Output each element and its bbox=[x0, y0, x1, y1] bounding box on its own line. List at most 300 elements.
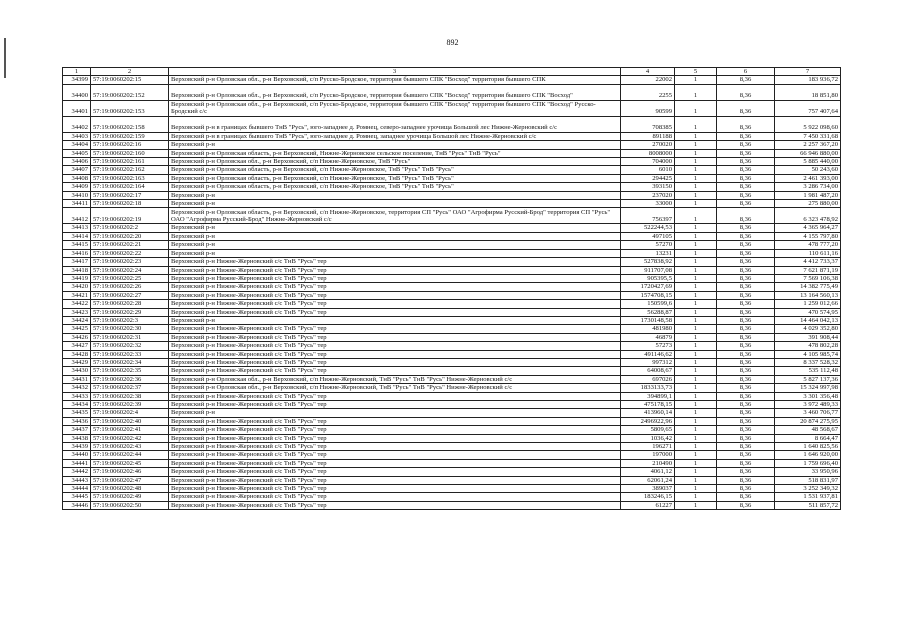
quantity-cell: 1 bbox=[675, 274, 717, 282]
row-number-cell: 34445 bbox=[63, 493, 91, 501]
area-cell: 90599 bbox=[621, 100, 675, 116]
quantity-cell: 1 bbox=[675, 392, 717, 400]
table-row bbox=[63, 132, 841, 140]
quantity-cell: 1 bbox=[675, 166, 717, 174]
cadastral-number-cell: 57:19:0060202:19 bbox=[91, 208, 169, 224]
cadastral-value-cell: 757 407,64 bbox=[775, 100, 841, 116]
location-description-cell: Верховский р-н Нижне-Жерновский с/с ТнВ "Русь" тер bbox=[169, 367, 621, 375]
row-number-cell: 34424 bbox=[63, 316, 91, 324]
cadastral-value-cell: 66 946 880,00 bbox=[775, 149, 841, 157]
area-cell: 33000 bbox=[621, 200, 675, 208]
location-description-cell: Верховский р-н Нижне-Жерновский с/с ТнВ "Русь" тер bbox=[169, 434, 621, 442]
column-header: 2 bbox=[91, 68, 169, 76]
cadastral-number-cell: 57:19:0060202:26 bbox=[91, 283, 169, 291]
row-number-cell: 34408 bbox=[63, 174, 91, 182]
row-number-cell: 34404 bbox=[63, 141, 91, 149]
area-cell: 62061,24 bbox=[621, 476, 675, 484]
table-row bbox=[63, 384, 841, 392]
quantity-cell: 1 bbox=[675, 116, 717, 132]
area-cell: 2255 bbox=[621, 84, 675, 100]
row-number-cell: 34423 bbox=[63, 308, 91, 316]
cadastral-value-cell: 3 301 356,48 bbox=[775, 392, 841, 400]
location-description-cell: Верховский р-н bbox=[169, 316, 621, 324]
cadastral-number-cell: 57:19:0060202:164 bbox=[91, 183, 169, 191]
table-row bbox=[63, 308, 841, 316]
location-description-cell: Верховский р-н Нижне-Жерновский с/с ТнВ "Русь" тер bbox=[169, 485, 621, 493]
cadastral-value-cell: 8 664,47 bbox=[775, 434, 841, 442]
cadastral-number-cell: 57:19:0060202:35 bbox=[91, 367, 169, 375]
area-cell: 294425 bbox=[621, 174, 675, 182]
table-row bbox=[63, 401, 841, 409]
quantity-cell: 1 bbox=[675, 308, 717, 316]
cadastral-number-cell: 57:19:0060202:41 bbox=[91, 426, 169, 434]
cadastral-number-cell: 57:19:0060202:4 bbox=[91, 409, 169, 417]
cadastral-value-cell: 7 621 871,19 bbox=[775, 266, 841, 274]
location-description-cell: Верховский р-н bbox=[169, 232, 621, 240]
rate-cell: 8,36 bbox=[717, 183, 775, 191]
rate-cell: 8,36 bbox=[717, 191, 775, 199]
cadastral-number-cell: 57:19:0060202:46 bbox=[91, 468, 169, 476]
quantity-cell: 1 bbox=[675, 384, 717, 392]
cadastral-value-cell: 5 827 137,36 bbox=[775, 375, 841, 383]
cadastral-number-cell: 57:19:0060202:163 bbox=[91, 174, 169, 182]
location-description-cell: Верховский р-н Нижне-Жерновский с/с ТнВ "Русь" тер bbox=[169, 493, 621, 501]
rate-cell: 8,36 bbox=[717, 132, 775, 140]
cadastral-number-cell: 57:19:0060202:16 bbox=[91, 141, 169, 149]
row-number-cell: 34433 bbox=[63, 392, 91, 400]
cadastral-value-cell: 535 112,48 bbox=[775, 367, 841, 375]
cadastral-number-cell: 57:19:0060202:31 bbox=[91, 333, 169, 341]
quantity-cell: 1 bbox=[675, 434, 717, 442]
rate-cell: 8,36 bbox=[717, 384, 775, 392]
table-row bbox=[63, 241, 841, 249]
table-row bbox=[63, 208, 841, 224]
row-number-cell: 34439 bbox=[63, 443, 91, 451]
rate-cell: 8,36 bbox=[717, 316, 775, 324]
area-cell: 475178,15 bbox=[621, 401, 675, 409]
cadastral-number-cell: 57:19:0060202:2 bbox=[91, 224, 169, 232]
row-number-cell: 34402 bbox=[63, 116, 91, 132]
table-row bbox=[63, 375, 841, 383]
location-description-cell: Верховский р-н Нижне-Жерновский с/с ТнВ "Русь" тер bbox=[169, 401, 621, 409]
rate-cell: 8,36 bbox=[717, 342, 775, 350]
cadastral-number-cell: 57:19:0060202:152 bbox=[91, 84, 169, 100]
cadastral-number-cell: 57:19:0060202:29 bbox=[91, 308, 169, 316]
table-row bbox=[63, 409, 841, 417]
table-row bbox=[63, 426, 841, 434]
cadastral-value-cell: 183 936,72 bbox=[775, 76, 841, 84]
registry-table-container bbox=[62, 67, 841, 510]
table-row bbox=[63, 100, 841, 116]
quantity-cell: 1 bbox=[675, 283, 717, 291]
location-description-cell: Верховский р-н Нижне-Жерновский с/с ТнВ "Русь" тер bbox=[169, 476, 621, 484]
rate-cell: 8,36 bbox=[717, 459, 775, 467]
area-cell: 708385 bbox=[621, 116, 675, 132]
table-row bbox=[63, 493, 841, 501]
location-description-cell: Верховский р-н Орловская обл., р-н Верховский, с/п Русско-Бродское, территория бывшего СПК "Восход" территория бывшего СПК "Восход" Русско-Бродский с/с bbox=[169, 100, 621, 116]
cadastral-value-cell: 5 885 440,00 bbox=[775, 158, 841, 166]
cadastral-value-cell: 8 337 528,32 bbox=[775, 358, 841, 366]
cadastral-value-cell: 4 029 352,80 bbox=[775, 325, 841, 333]
table-row bbox=[63, 333, 841, 341]
table-row bbox=[63, 468, 841, 476]
location-description-cell: Верховский р-н Орловская область, р-н Верховский, Нижне-Жерновское сельское поселение, ТнВ "Русь" ТнВ "Русь" bbox=[169, 149, 621, 157]
rate-cell: 8,36 bbox=[717, 426, 775, 434]
rate-cell: 8,36 bbox=[717, 258, 775, 266]
cadastral-number-cell: 57:19:0060202:23 bbox=[91, 258, 169, 266]
location-description-cell: Верховский р-н Нижне-Жерновский с/с ТнВ "Русь" тер bbox=[169, 417, 621, 425]
quantity-cell: 1 bbox=[675, 443, 717, 451]
quantity-cell: 1 bbox=[675, 459, 717, 467]
cadastral-number-cell: 57:19:0060202:49 bbox=[91, 493, 169, 501]
area-cell: 196271 bbox=[621, 443, 675, 451]
area-cell: 1574708,15 bbox=[621, 291, 675, 299]
table-row bbox=[63, 501, 841, 509]
table-row bbox=[63, 266, 841, 274]
cadastral-value-cell: 14 464 042,13 bbox=[775, 316, 841, 324]
rate-cell: 8,36 bbox=[717, 274, 775, 282]
quantity-cell: 1 bbox=[675, 224, 717, 232]
row-number-cell: 34412 bbox=[63, 208, 91, 224]
cadastral-number-cell: 57:19:0060202:45 bbox=[91, 459, 169, 467]
location-description-cell: Верховский р-н в границах бывшего ТнВ "Русь", юго-западнее д. Ромнец, северо-западнее урочища Большой лес Нижне-Жерновский с/с bbox=[169, 116, 621, 132]
cadastral-number-cell: 57:19:0060202:34 bbox=[91, 358, 169, 366]
cadastral-value-cell: 4 155 797,80 bbox=[775, 232, 841, 240]
rate-cell: 8,36 bbox=[717, 485, 775, 493]
cadastral-number-cell: 57:19:0060202:18 bbox=[91, 200, 169, 208]
table-row bbox=[63, 417, 841, 425]
table-row bbox=[63, 84, 841, 100]
cadastral-value-cell: 4 365 964,27 bbox=[775, 224, 841, 232]
cadastral-value-cell: 14 382 775,49 bbox=[775, 283, 841, 291]
row-number-cell: 34438 bbox=[63, 434, 91, 442]
cadastral-number-cell: 57:19:0060202:153 bbox=[91, 100, 169, 116]
table-row bbox=[63, 116, 841, 132]
area-cell: 64008,67 bbox=[621, 367, 675, 375]
area-cell: 905395,5 bbox=[621, 274, 675, 282]
cadastral-number-cell: 57:19:0060202:22 bbox=[91, 249, 169, 257]
cadastral-value-cell: 18 851,80 bbox=[775, 84, 841, 100]
column-header: 6 bbox=[717, 68, 775, 76]
quantity-cell: 1 bbox=[675, 401, 717, 409]
cadastral-value-cell: 3 286 734,00 bbox=[775, 183, 841, 191]
table-row bbox=[63, 325, 841, 333]
quantity-cell: 1 bbox=[675, 232, 717, 240]
area-cell: 2496922,96 bbox=[621, 417, 675, 425]
cadastral-value-cell: 518 831,97 bbox=[775, 476, 841, 484]
row-number-cell: 34428 bbox=[63, 350, 91, 358]
rate-cell: 8,36 bbox=[717, 208, 775, 224]
quantity-cell: 1 bbox=[675, 300, 717, 308]
cadastral-number-cell: 57:19:0060202:158 bbox=[91, 116, 169, 132]
quantity-cell: 1 bbox=[675, 493, 717, 501]
quantity-cell: 1 bbox=[675, 249, 717, 257]
location-description-cell: Верховский р-н Нижне-Жерновский с/с ТнВ "Русь" тер bbox=[169, 300, 621, 308]
quantity-cell: 1 bbox=[675, 258, 717, 266]
table-row bbox=[63, 283, 841, 291]
row-number-cell: 34413 bbox=[63, 224, 91, 232]
cadastral-number-cell: 57:19:0060202:161 bbox=[91, 158, 169, 166]
rate-cell: 8,36 bbox=[717, 468, 775, 476]
cadastral-number-cell: 57:19:0060202:48 bbox=[91, 485, 169, 493]
cadastral-value-cell: 1 981 487,20 bbox=[775, 191, 841, 199]
location-description-cell: Верховский р-н Нижне-Жерновский с/с ТнВ "Русь" тер bbox=[169, 350, 621, 358]
rate-cell: 8,36 bbox=[717, 501, 775, 509]
rate-cell: 8,36 bbox=[717, 401, 775, 409]
area-cell: 57270 bbox=[621, 241, 675, 249]
location-description-cell: Верховский р-н Нижне-Жерновский с/с ТнВ "Русь" тер bbox=[169, 266, 621, 274]
area-cell: 22002 bbox=[621, 76, 675, 84]
location-description-cell: Верховский р-н Нижне-Жерновский с/с ТнВ "Русь" тер bbox=[169, 291, 621, 299]
cadastral-value-cell: 2 461 393,00 bbox=[775, 174, 841, 182]
quantity-cell: 1 bbox=[675, 409, 717, 417]
rate-cell: 8,36 bbox=[717, 141, 775, 149]
row-number-cell: 34417 bbox=[63, 258, 91, 266]
area-cell: 527838,92 bbox=[621, 258, 675, 266]
table-row bbox=[63, 443, 841, 451]
rate-cell: 8,36 bbox=[717, 241, 775, 249]
quantity-cell: 1 bbox=[675, 149, 717, 157]
table-row bbox=[63, 300, 841, 308]
area-cell: 270020 bbox=[621, 141, 675, 149]
cadastral-number-cell: 57:19:0060202:160 bbox=[91, 149, 169, 157]
area-cell: 756397 bbox=[621, 208, 675, 224]
table-row bbox=[63, 191, 841, 199]
row-number-cell: 34419 bbox=[63, 274, 91, 282]
row-number-cell: 34446 bbox=[63, 501, 91, 509]
cadastral-value-cell: 5 922 098,60 bbox=[775, 116, 841, 132]
area-cell: 6010 bbox=[621, 166, 675, 174]
rate-cell: 8,36 bbox=[717, 443, 775, 451]
table-row bbox=[63, 392, 841, 400]
cadastral-value-cell: 511 857,72 bbox=[775, 501, 841, 509]
row-number-cell: 34440 bbox=[63, 451, 91, 459]
table-row bbox=[63, 367, 841, 375]
rate-cell: 8,36 bbox=[717, 350, 775, 358]
rate-cell: 8,36 bbox=[717, 375, 775, 383]
cadastral-number-cell: 57:19:0060202:47 bbox=[91, 476, 169, 484]
row-number-cell: 34400 bbox=[63, 84, 91, 100]
cadastral-value-cell: 110 611,16 bbox=[775, 249, 841, 257]
cadastral-number-cell: 57:19:0060202:39 bbox=[91, 401, 169, 409]
rate-cell: 8,36 bbox=[717, 358, 775, 366]
cadastral-number-cell: 57:19:0060202:36 bbox=[91, 375, 169, 383]
row-number-cell: 34442 bbox=[63, 468, 91, 476]
table-row bbox=[63, 476, 841, 484]
cadastral-number-cell: 57:19:0060202:50 bbox=[91, 501, 169, 509]
quantity-cell: 1 bbox=[675, 76, 717, 84]
area-cell: 1833133,73 bbox=[621, 384, 675, 392]
location-description-cell: Верховский р-н bbox=[169, 200, 621, 208]
cadastral-value-cell: 3 252 349,32 bbox=[775, 485, 841, 493]
quantity-cell: 1 bbox=[675, 316, 717, 324]
quantity-cell: 1 bbox=[675, 485, 717, 493]
rate-cell: 8,36 bbox=[717, 166, 775, 174]
quantity-cell: 1 bbox=[675, 241, 717, 249]
row-number-cell: 34410 bbox=[63, 191, 91, 199]
area-cell: 56288,87 bbox=[621, 308, 675, 316]
rate-cell: 8,36 bbox=[717, 291, 775, 299]
table-row bbox=[63, 183, 841, 191]
row-number-cell: 34420 bbox=[63, 283, 91, 291]
table-row bbox=[63, 232, 841, 240]
quantity-cell: 1 bbox=[675, 158, 717, 166]
row-number-cell: 34406 bbox=[63, 158, 91, 166]
cadastral-number-cell: 57:19:0060202:44 bbox=[91, 451, 169, 459]
row-number-cell: 34411 bbox=[63, 200, 91, 208]
cadastral-value-cell: 478 802,28 bbox=[775, 342, 841, 350]
quantity-cell: 1 bbox=[675, 291, 717, 299]
cadastral-number-cell: 57:19:0060202:40 bbox=[91, 417, 169, 425]
column-header: 4 bbox=[621, 68, 675, 76]
location-description-cell: Верховский р-н Нижне-Жерновский с/с ТнВ "Русь" тер bbox=[169, 468, 621, 476]
location-description-cell: Верховский р-н Орловская область, р-н Верховский, с/п Нижне-Жерновское, ТнВ "Русь" ТнВ "Русь" bbox=[169, 183, 621, 191]
quantity-cell: 1 bbox=[675, 501, 717, 509]
area-cell: 13231 bbox=[621, 249, 675, 257]
row-number-cell: 34434 bbox=[63, 401, 91, 409]
cadastral-value-cell: 7 569 106,38 bbox=[775, 274, 841, 282]
rate-cell: 8,36 bbox=[717, 283, 775, 291]
row-number-cell: 34418 bbox=[63, 266, 91, 274]
area-cell: 150599,6 bbox=[621, 300, 675, 308]
cadastral-value-cell: 7 450 331,68 bbox=[775, 132, 841, 140]
quantity-cell: 1 bbox=[675, 266, 717, 274]
rate-cell: 8,36 bbox=[717, 409, 775, 417]
location-description-cell: Верховский р-н Нижне-Жерновский с/с ТнВ "Русь" тер bbox=[169, 274, 621, 282]
cadastral-value-cell: 33 950,96 bbox=[775, 468, 841, 476]
cadastral-number-cell: 57:19:0060202:162 bbox=[91, 166, 169, 174]
table-row bbox=[63, 224, 841, 232]
row-number-cell: 34409 bbox=[63, 183, 91, 191]
table-row bbox=[63, 459, 841, 467]
row-number-cell: 34435 bbox=[63, 409, 91, 417]
cadastral-value-cell: 6 323 478,92 bbox=[775, 208, 841, 224]
quantity-cell: 1 bbox=[675, 451, 717, 459]
cadastral-value-cell: 1 646 920,00 bbox=[775, 451, 841, 459]
column-header: 1 bbox=[63, 68, 91, 76]
row-number-cell: 34425 bbox=[63, 325, 91, 333]
area-cell: 4061,12 bbox=[621, 468, 675, 476]
location-description-cell: Верховский р-н Орловская обл., р-н Верховский, с/п Нижне-Жерновский, ТнВ "Русь" ТнВ "Русь" Нижне-Жерновский с/с bbox=[169, 375, 621, 383]
area-cell: 1730148,58 bbox=[621, 316, 675, 324]
quantity-cell: 1 bbox=[675, 183, 717, 191]
area-cell: 413960,14 bbox=[621, 409, 675, 417]
row-number-cell: 34414 bbox=[63, 232, 91, 240]
cadastral-number-cell: 57:19:0060202:42 bbox=[91, 434, 169, 442]
area-cell: 497105 bbox=[621, 232, 675, 240]
table-row bbox=[63, 158, 841, 166]
row-number-cell: 34432 bbox=[63, 384, 91, 392]
area-cell: 704000 bbox=[621, 158, 675, 166]
row-number-cell: 34427 bbox=[63, 342, 91, 350]
rate-cell: 8,36 bbox=[717, 333, 775, 341]
cadastral-number-cell: 57:19:0060202:3 bbox=[91, 316, 169, 324]
location-description-cell: Верховский р-н bbox=[169, 191, 621, 199]
row-number-cell: 34430 bbox=[63, 367, 91, 375]
location-description-cell: Верховский р-н bbox=[169, 249, 621, 257]
location-description-cell: Верховский р-н bbox=[169, 224, 621, 232]
table-row bbox=[63, 149, 841, 157]
rate-cell: 8,36 bbox=[717, 116, 775, 132]
row-number-cell: 34444 bbox=[63, 485, 91, 493]
rate-cell: 8,36 bbox=[717, 158, 775, 166]
cadastral-number-cell: 57:19:0060202:27 bbox=[91, 291, 169, 299]
cadastral-number-cell: 57:19:0060202:15 bbox=[91, 76, 169, 84]
cadastral-number-cell: 57:19:0060202:37 bbox=[91, 384, 169, 392]
cadastral-value-cell: 20 874 275,95 bbox=[775, 417, 841, 425]
cadastral-value-cell: 1 759 696,40 bbox=[775, 459, 841, 467]
table-row bbox=[63, 358, 841, 366]
quantity-cell: 1 bbox=[675, 375, 717, 383]
cadastral-number-cell: 57:19:0060202:17 bbox=[91, 191, 169, 199]
table-row bbox=[63, 76, 841, 84]
location-description-cell: Верховский р-н Нижне-Жерновский с/с ТнВ "Русь" тер bbox=[169, 325, 621, 333]
table-row bbox=[63, 434, 841, 442]
rate-cell: 8,36 bbox=[717, 224, 775, 232]
row-number-cell: 34403 bbox=[63, 132, 91, 140]
location-description-cell: Верховский р-н Нижне-Жерновский с/с ТнВ "Русь" тер bbox=[169, 451, 621, 459]
area-cell: 210490 bbox=[621, 459, 675, 467]
area-cell: 183246,15 bbox=[621, 493, 675, 501]
location-description-cell: Верховский р-н Нижне-Жерновский с/с ТнВ "Русь" тер bbox=[169, 308, 621, 316]
cadastral-number-cell: 57:19:0060202:25 bbox=[91, 274, 169, 282]
area-cell: 393150 bbox=[621, 183, 675, 191]
location-description-cell: Верховский р-н bbox=[169, 241, 621, 249]
location-description-cell: Верховский р-н Нижне-Жерновский с/с ТнВ "Русь" тер bbox=[169, 333, 621, 341]
table-row bbox=[63, 274, 841, 282]
table-row bbox=[63, 350, 841, 358]
cadastral-value-cell: 4 412 733,37 bbox=[775, 258, 841, 266]
quantity-cell: 1 bbox=[675, 358, 717, 366]
area-cell: 5809,65 bbox=[621, 426, 675, 434]
location-description-cell: Верховский р-н Орловская обл., р-н Верховский, с/п Нижне-Жерновский, ТнВ "Русь" ТнВ "Русь" Нижне-Жерновский с/с bbox=[169, 384, 621, 392]
row-number-cell: 34407 bbox=[63, 166, 91, 174]
cadastral-number-cell: 57:19:0060202:30 bbox=[91, 325, 169, 333]
cadastral-value-cell: 275 880,00 bbox=[775, 200, 841, 208]
cadastral-value-cell: 1 640 825,56 bbox=[775, 443, 841, 451]
location-description-cell: Верховский р-н Орловская обл., р-н Верховский, с/п Русско-Бродское, территория бывшего СПК "Восход" территория бывшего СПК bbox=[169, 76, 621, 84]
table-row bbox=[63, 258, 841, 266]
cadastral-number-cell: 57:19:0060202:43 bbox=[91, 443, 169, 451]
rate-cell: 8,36 bbox=[717, 417, 775, 425]
quantity-cell: 1 bbox=[675, 208, 717, 224]
cadastral-value-cell: 15 324 997,98 bbox=[775, 384, 841, 392]
location-description-cell: Верховский р-н в границах бывшего ТнВ "Русь", юго-западнее д. Ромнец, западнее урочища Большой лес Нижне-Жерновский с/с bbox=[169, 132, 621, 140]
area-cell: 911707,08 bbox=[621, 266, 675, 274]
location-description-cell: Верховский р-н Нижне-Жерновский с/с ТнВ "Русь" тер bbox=[169, 426, 621, 434]
area-cell: 197000 bbox=[621, 451, 675, 459]
rate-cell: 8,36 bbox=[717, 325, 775, 333]
rate-cell: 8,36 bbox=[717, 300, 775, 308]
rate-cell: 8,36 bbox=[717, 100, 775, 116]
location-description-cell: Верховский р-н Орловская область, р-н Верховский, с/п Нижне-Жерновское, ТнВ "Русь" ТнВ "Русь" bbox=[169, 174, 621, 182]
location-description-cell: Верховский р-н Нижне-Жерновский с/с ТнВ "Русь" тер bbox=[169, 283, 621, 291]
row-number-cell: 34429 bbox=[63, 358, 91, 366]
area-cell: 891188 bbox=[621, 132, 675, 140]
cadastral-value-cell: 50 243,60 bbox=[775, 166, 841, 174]
location-description-cell: Верховский р-н Нижне-Жерновский с/с ТнВ "Русь" тер bbox=[169, 459, 621, 467]
table-row bbox=[63, 451, 841, 459]
quantity-cell: 1 bbox=[675, 325, 717, 333]
location-description-cell: Верховский р-н Орловская обл., р-н Верховский, с/п Нижне-Жерновское, ТнВ "Русь" bbox=[169, 158, 621, 166]
table-row bbox=[63, 200, 841, 208]
table-row bbox=[63, 291, 841, 299]
row-number-cell: 34431 bbox=[63, 375, 91, 383]
cadastral-value-cell: 3 460 706,77 bbox=[775, 409, 841, 417]
table-row bbox=[63, 249, 841, 257]
location-description-cell: Верховский р-н Нижне-Жерновский с/с ТнВ "Русь" тер bbox=[169, 443, 621, 451]
rate-cell: 8,36 bbox=[717, 200, 775, 208]
